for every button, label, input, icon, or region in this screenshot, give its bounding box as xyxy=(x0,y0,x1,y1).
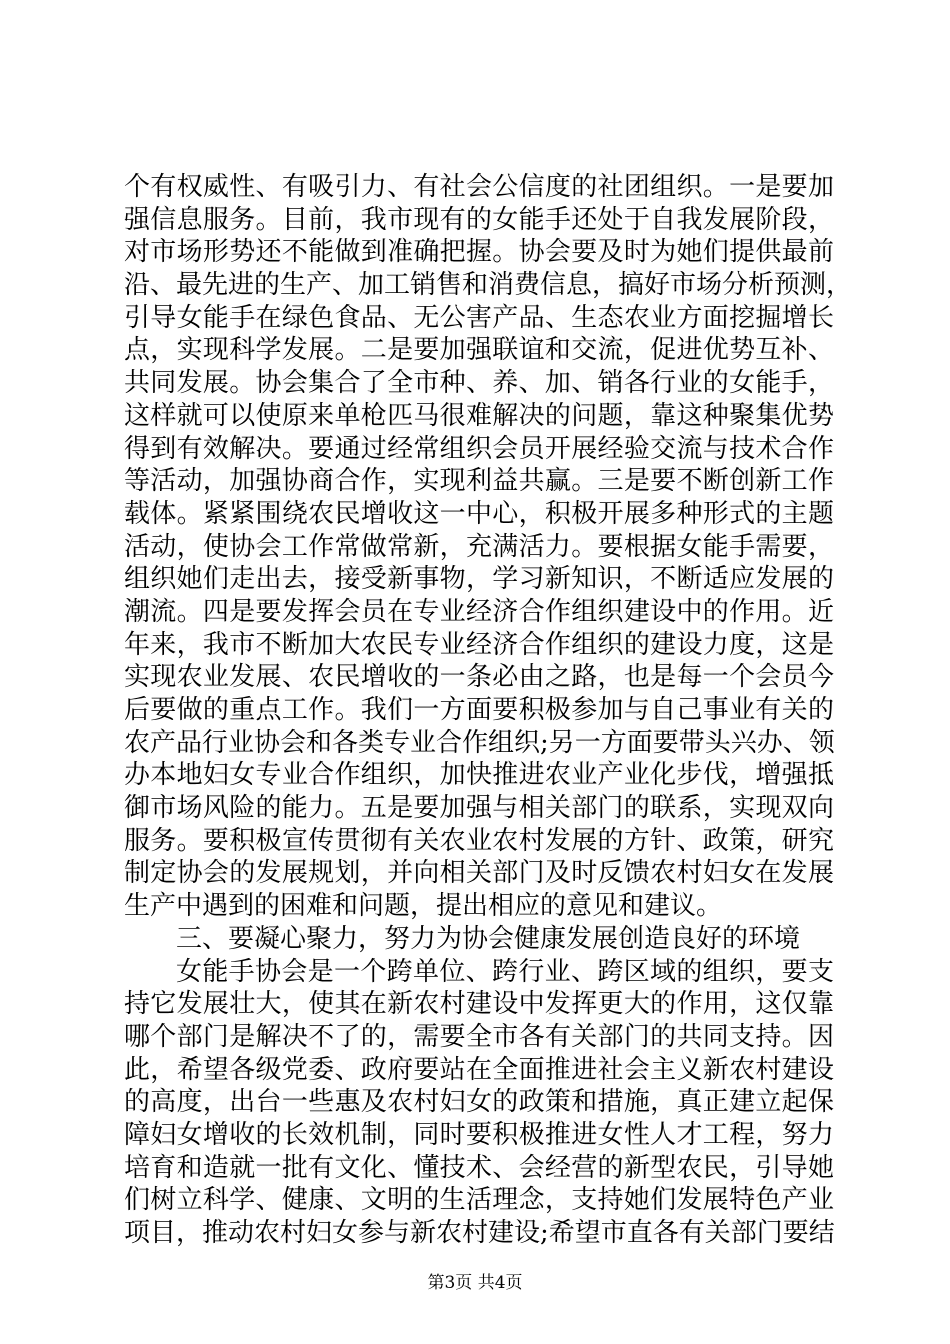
text-line: 得到有效解决。要通过经常组织会员开展经验交流与技术合作 xyxy=(124,433,834,464)
text-line: 们树立科学、健康、文明的生活理念，支持她们发展特色产业 xyxy=(124,1185,834,1216)
text-line: 障妇女增收的长效机制，同时要积极推进女性人才工程，努力 xyxy=(124,1119,834,1150)
text-line: 服务。要积极宣传贯彻有关农业农村发展的方针、政策，研究 xyxy=(124,825,834,856)
text-line: 沿、最先进的生产、加工销售和消费信息，搞好市场分析预测， xyxy=(124,270,853,301)
text-line: 组织她们走出去，接受新事物，学习新知识，不断适应发展的 xyxy=(124,564,834,595)
text-line: 后要做的重点工作。我们一方面要积极参加与自己事业有关的 xyxy=(124,695,834,725)
text-line: 制定协会的发展规划，并向相关部门及时反馈农村妇女在发展 xyxy=(124,858,834,889)
text-line: 项目，推动农村妇女参与新农村建设;希望市直各有关部门要结 xyxy=(124,1218,835,1248)
text-line: 御市场风险的能力。五是要加强与相关部门的联系，实现双向 xyxy=(124,793,834,824)
text-line: 引导女能手在绿色食品、无公害产品、生态农业方面挖掘增长 xyxy=(124,302,834,333)
text-line: 哪个部门是解决不了的，需要全市各有关部门的共同支持。因 xyxy=(124,1021,834,1052)
body-text xyxy=(124,171,853,1250)
text-line: 女能手协会是一个跨单位、跨行业、跨区域的组织，要支 xyxy=(176,956,834,987)
text-line: 农产品行业协会和各类专业合作组织;另一方面要带头兴办、领 xyxy=(124,727,835,758)
text-line: 这样就可以使原来单枪匹马很难解决的问题，靠这种聚集优势 xyxy=(124,400,834,431)
page-number-footer: 第3页 共4页 xyxy=(427,1273,523,1293)
text-line: 生产中遇到的困难和问题，提出相应的意见和建议。 xyxy=(124,891,723,922)
text-line: 等活动，加强协商合作，实现利益共赢。三是要不断创新工作 xyxy=(124,466,834,497)
text-line: 办本地妇女专业合作组织，加快推进农业产业化步伐，增强抵 xyxy=(124,760,834,791)
text-line: 个有权威性、有吸引力、有社会公信度的社团组织。一是要加 xyxy=(124,172,834,202)
text-line: 持它发展壮大，使其在新农村建设中发挥更大的作用，这仅靠 xyxy=(124,989,834,1020)
text-line: 强信息服务。目前，我市现有的女能手还处于自我发展阶段， xyxy=(124,204,834,235)
text-line: 点，实现科学发展。二是要加强联谊和交流，促进优势互补、 xyxy=(124,335,834,366)
text-line: 载体。紧紧围绕农民增收这一中心，积极开展多种形式的主题 xyxy=(124,498,834,529)
section-heading: 三、要凝心聚力，努力为协会健康发展创造良好的环境 xyxy=(176,923,801,954)
text-line: 培育和造就一批有文化、懂技术、会经营的新型农民，引导她 xyxy=(124,1152,834,1183)
text-line: 活动，使协会工作常做常新，充满活力。要根据女能手需要， xyxy=(124,531,834,562)
text-line: 对市场形势还不能做到准确把握。协会要及时为她们提供最前 xyxy=(124,237,834,268)
text-line: 的高度，出台一些惠及农村妇女的政策和措施，真正建立起保 xyxy=(124,1087,834,1118)
text-line: 此，希望各级党委、政府要站在全面推进社会主义新农村建设 xyxy=(124,1054,834,1085)
text-line: 年来，我市不断加大农民专业经济合作组织的建设力度，这是 xyxy=(124,629,834,660)
text-line: 共同发展。协会集合了全市种、养、加、销各行业的女能手， xyxy=(124,368,834,399)
text-line: 潮流。四是要发挥会员在专业经济合作组织建设中的作用。近 xyxy=(124,596,834,627)
text-line: 实现农业发展、农民增收的一条必由之路，也是每一个会员今 xyxy=(124,662,834,693)
